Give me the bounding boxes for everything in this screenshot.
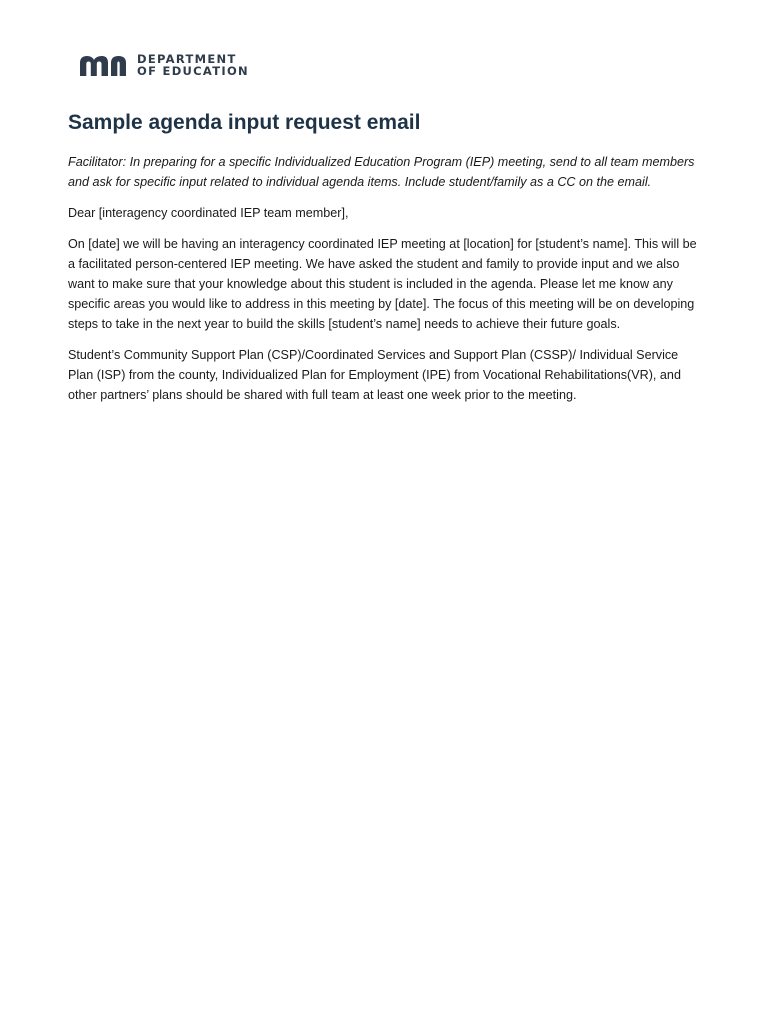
email-greeting: Dear [interagency coordinated IEP team member], xyxy=(68,206,349,220)
logo-wordmark xyxy=(137,53,249,77)
logo-line-1: DEPARTMENT xyxy=(137,52,237,66)
document-body xyxy=(68,152,704,416)
facilitator-instructions: Facilitator: In preparing for a specific Individualized Education Program (IEP) meeting, send to all team members and ask for specific input related to individual agenda items. Include student/family as a CC on the email. xyxy=(68,155,695,189)
logo-line-2: OF EDUCATION xyxy=(137,64,249,78)
email-body-paragraph-2: Student’s Community Support Plan (CSP)/Coordinated Services and Support Plan (CSSP)/ Individual Service Plan (ISP) from the county, Individualized Plan for Employment (IPE) from Vocational Rehabilitations(VR), and other partners’ plans should be shared with full team at least one week prior to the meeting. xyxy=(68,348,681,402)
email-body-paragraph-1: On [date] we will be having an interagency coordinated IEP meeting at [location] for [student’s name]. This will be a facilitated person-centered IEP meeting. We have asked the student and family to provide input and we also want to make sure that your knowledge about this student is included in the agenda. Please let me know any specific areas you would like to address in this meeting by [date]. The focus of this meeting will be on developing steps to take in the next year to build the skills [student’s name] needs to achieve their future goals. xyxy=(68,237,697,331)
page-title: Sample agenda input request email xyxy=(68,111,421,134)
department-of-education-logo xyxy=(78,52,249,78)
mn-logo-icon xyxy=(78,53,130,77)
